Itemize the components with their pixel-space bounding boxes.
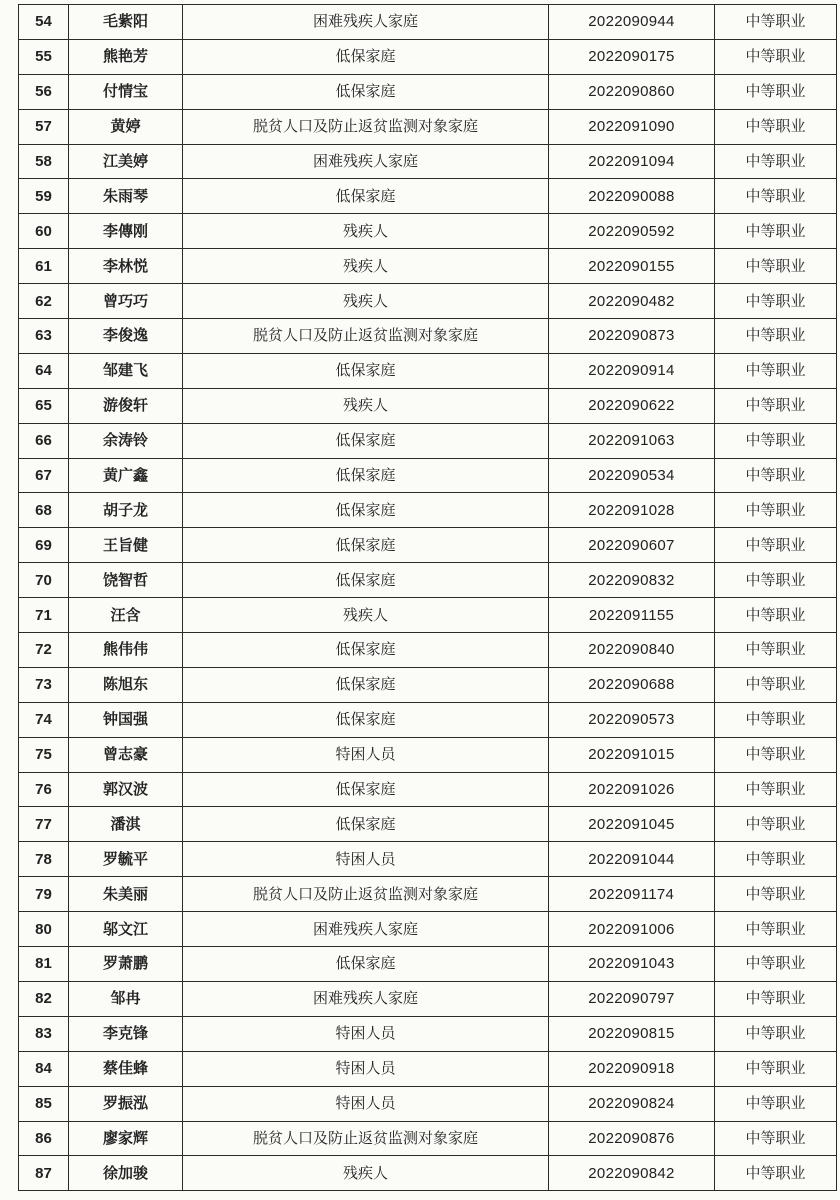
- family-category-cell: 脱贫人口及防止返贫监测对象家庭: [183, 1121, 549, 1156]
- student-name-cell: 胡子龙: [69, 493, 183, 528]
- student-name-cell: 李克锋: [69, 1016, 183, 1051]
- education-level-cell: 中等职业: [715, 493, 837, 528]
- student-id-cell: 2022091155: [549, 598, 715, 633]
- education-level-cell: 中等职业: [715, 423, 837, 458]
- student-name-cell: 邹冉: [69, 981, 183, 1016]
- family-category-cell: 特困人员: [183, 1051, 549, 1086]
- table-row: [19, 1156, 837, 1191]
- student-id-cell: 2022091028: [549, 493, 715, 528]
- student-name-cell: 曾志豪: [69, 737, 183, 772]
- table-row: [19, 179, 837, 214]
- student-id-cell: 2022090873: [549, 319, 715, 354]
- row-number-cell: 68: [19, 493, 69, 528]
- education-level-cell: 中等职业: [715, 563, 837, 598]
- education-level-cell: 中等职业: [715, 912, 837, 947]
- student-id-cell: 2022091044: [549, 842, 715, 877]
- student-name-cell: 邬文江: [69, 912, 183, 947]
- student-id-cell: 2022090840: [549, 633, 715, 668]
- table-row: [19, 144, 837, 179]
- table-row: [19, 667, 837, 702]
- education-level-cell: 中等职业: [715, 598, 837, 633]
- student-id-cell: 2022091043: [549, 947, 715, 982]
- family-category-cell: 特困人员: [183, 737, 549, 772]
- education-level-cell: 中等职业: [715, 179, 837, 214]
- education-level-cell: 中等职业: [715, 947, 837, 982]
- student-id-cell: 2022090175: [549, 39, 715, 74]
- student-name-cell: 朱美丽: [69, 877, 183, 912]
- table-row: [19, 633, 837, 668]
- education-level-cell: 中等职业: [715, 249, 837, 284]
- student-id-cell: 2022090914: [549, 353, 715, 388]
- table-row: [19, 563, 837, 598]
- family-category-cell: 困难残疾人家庭: [183, 912, 549, 947]
- family-category-cell: 残疾人: [183, 214, 549, 249]
- student-name-cell: 朱雨琴: [69, 179, 183, 214]
- family-category-cell: 低保家庭: [183, 807, 549, 842]
- row-number-cell: 87: [19, 1156, 69, 1191]
- education-level-cell: 中等职业: [715, 1121, 837, 1156]
- table-row: [19, 947, 837, 982]
- student-id-cell: 2022091026: [549, 772, 715, 807]
- education-level-cell: 中等职业: [715, 214, 837, 249]
- family-category-cell: 低保家庭: [183, 493, 549, 528]
- student-id-cell: 2022090482: [549, 284, 715, 319]
- student-name-cell: 余涛铃: [69, 423, 183, 458]
- student-id-cell: 2022090592: [549, 214, 715, 249]
- table-row: [19, 458, 837, 493]
- student-name-cell: 潘淇: [69, 807, 183, 842]
- table-row: [19, 912, 837, 947]
- row-number-cell: 76: [19, 772, 69, 807]
- row-number-cell: 64: [19, 353, 69, 388]
- education-level-cell: 中等职业: [715, 1016, 837, 1051]
- student-name-cell: 熊艳芳: [69, 39, 183, 74]
- education-level-cell: 中等职业: [715, 1156, 837, 1191]
- student-name-cell: 毛紫阳: [69, 5, 183, 40]
- family-category-cell: 低保家庭: [183, 179, 549, 214]
- family-category-cell: 困难残疾人家庭: [183, 144, 549, 179]
- education-level-cell: 中等职业: [715, 1086, 837, 1121]
- row-number-cell: 74: [19, 702, 69, 737]
- table-row: [19, 284, 837, 319]
- education-level-cell: 中等职业: [715, 5, 837, 40]
- student-name-cell: 钟国强: [69, 702, 183, 737]
- family-category-cell: 低保家庭: [183, 563, 549, 598]
- education-level-cell: 中等职业: [715, 39, 837, 74]
- student-name-cell: 付情宝: [69, 74, 183, 109]
- education-level-cell: 中等职业: [715, 1051, 837, 1086]
- table-row: [19, 214, 837, 249]
- student-id-cell: 2022091094: [549, 144, 715, 179]
- education-level-cell: 中等职业: [715, 109, 837, 144]
- student-name-cell: 廖家辉: [69, 1121, 183, 1156]
- table-row: [19, 1086, 837, 1121]
- table-row: [19, 598, 837, 633]
- row-number-cell: 69: [19, 528, 69, 563]
- student-id-cell: 2022090876: [549, 1121, 715, 1156]
- student-id-cell: 2022091174: [549, 877, 715, 912]
- family-category-cell: 低保家庭: [183, 667, 549, 702]
- student-id-cell: 2022090088: [549, 179, 715, 214]
- family-category-cell: 困难残疾人家庭: [183, 981, 549, 1016]
- row-number-cell: 70: [19, 563, 69, 598]
- family-category-cell: 残疾人: [183, 249, 549, 284]
- family-category-cell: 残疾人: [183, 388, 549, 423]
- row-number-cell: 58: [19, 144, 69, 179]
- student-name-cell: 李林悦: [69, 249, 183, 284]
- student-name-cell: 黄广鑫: [69, 458, 183, 493]
- student-name-cell: 熊伟伟: [69, 633, 183, 668]
- row-number-cell: 71: [19, 598, 69, 633]
- table-row: [19, 353, 837, 388]
- education-level-cell: 中等职业: [715, 667, 837, 702]
- row-number-cell: 65: [19, 388, 69, 423]
- education-level-cell: 中等职业: [715, 458, 837, 493]
- family-category-cell: 特困人员: [183, 842, 549, 877]
- table-row: [19, 772, 837, 807]
- family-category-cell: 特困人员: [183, 1086, 549, 1121]
- table-row: [19, 702, 837, 737]
- row-number-cell: 77: [19, 807, 69, 842]
- table-row: [19, 737, 837, 772]
- table-row: [19, 1121, 837, 1156]
- student-name-cell: 李俊逸: [69, 319, 183, 354]
- family-category-cell: 低保家庭: [183, 353, 549, 388]
- student-name-cell: 汪含: [69, 598, 183, 633]
- student-name-cell: 罗毓平: [69, 842, 183, 877]
- row-number-cell: 63: [19, 319, 69, 354]
- family-category-cell: 低保家庭: [183, 39, 549, 74]
- student-id-cell: 2022090815: [549, 1016, 715, 1051]
- student-id-cell: 2022090944: [549, 5, 715, 40]
- student-name-cell: 蔡佳蜂: [69, 1051, 183, 1086]
- student-name-cell: 陈旭东: [69, 667, 183, 702]
- student-name-cell: 曾巧巧: [69, 284, 183, 319]
- table-row: [19, 807, 837, 842]
- row-number-cell: 72: [19, 633, 69, 668]
- education-level-cell: 中等职业: [715, 981, 837, 1016]
- student-id-cell: 2022090155: [549, 249, 715, 284]
- row-number-cell: 85: [19, 1086, 69, 1121]
- education-level-cell: 中等职业: [715, 74, 837, 109]
- family-category-cell: 低保家庭: [183, 528, 549, 563]
- family-category-cell: 脱贫人口及防止返贫监测对象家庭: [183, 319, 549, 354]
- education-level-cell: 中等职业: [715, 737, 837, 772]
- student-id-cell: 2022091045: [549, 807, 715, 842]
- student-name-cell: 李傳刚: [69, 214, 183, 249]
- student-name-cell: 饶智哲: [69, 563, 183, 598]
- row-number-cell: 54: [19, 5, 69, 40]
- student-id-cell: 2022090918: [549, 1051, 715, 1086]
- row-number-cell: 79: [19, 877, 69, 912]
- education-level-cell: 中等职业: [715, 842, 837, 877]
- student-id-cell: 2022090842: [549, 1156, 715, 1191]
- family-category-cell: 特困人员: [183, 1016, 549, 1051]
- family-category-cell: 低保家庭: [183, 74, 549, 109]
- family-category-cell: 低保家庭: [183, 947, 549, 982]
- student-name-cell: 罗振泓: [69, 1086, 183, 1121]
- education-level-cell: 中等职业: [715, 877, 837, 912]
- family-category-cell: 残疾人: [183, 598, 549, 633]
- row-number-cell: 81: [19, 947, 69, 982]
- education-level-cell: 中等职业: [715, 284, 837, 319]
- table-row: [19, 493, 837, 528]
- student-name-cell: 罗萧鹏: [69, 947, 183, 982]
- student-id-cell: 2022090832: [549, 563, 715, 598]
- student-id-cell: 2022091015: [549, 737, 715, 772]
- family-category-cell: 低保家庭: [183, 633, 549, 668]
- table-row: [19, 877, 837, 912]
- row-number-cell: 75: [19, 737, 69, 772]
- table-row: [19, 109, 837, 144]
- student-id-cell: 2022091063: [549, 423, 715, 458]
- student-name-cell: 郭汉波: [69, 772, 183, 807]
- row-number-cell: 55: [19, 39, 69, 74]
- table-row: [19, 388, 837, 423]
- education-level-cell: 中等职业: [715, 807, 837, 842]
- roster-table-body: [19, 5, 837, 1191]
- table-row: [19, 842, 837, 877]
- row-number-cell: 83: [19, 1016, 69, 1051]
- table-row: [19, 423, 837, 458]
- student-id-cell: 2022090607: [549, 528, 715, 563]
- student-id-cell: 2022090797: [549, 981, 715, 1016]
- student-id-cell: 2022091006: [549, 912, 715, 947]
- student-id-cell: 2022090534: [549, 458, 715, 493]
- row-number-cell: 80: [19, 912, 69, 947]
- table-row: [19, 319, 837, 354]
- education-level-cell: 中等职业: [715, 319, 837, 354]
- row-number-cell: 57: [19, 109, 69, 144]
- education-level-cell: 中等职业: [715, 528, 837, 563]
- student-id-cell: 2022090573: [549, 702, 715, 737]
- table-row: [19, 249, 837, 284]
- row-number-cell: 61: [19, 249, 69, 284]
- row-number-cell: 60: [19, 214, 69, 249]
- family-category-cell: 困难残疾人家庭: [183, 5, 549, 40]
- student-aid-roster-table: [18, 4, 837, 1191]
- row-number-cell: 59: [19, 179, 69, 214]
- family-category-cell: 残疾人: [183, 1156, 549, 1191]
- family-category-cell: 低保家庭: [183, 702, 549, 737]
- education-level-cell: 中等职业: [715, 702, 837, 737]
- student-id-cell: 2022090622: [549, 388, 715, 423]
- table-row: [19, 74, 837, 109]
- education-level-cell: 中等职业: [715, 353, 837, 388]
- table-row: [19, 39, 837, 74]
- table-row: [19, 528, 837, 563]
- row-number-cell: 78: [19, 842, 69, 877]
- student-name-cell: 王旨健: [69, 528, 183, 563]
- education-level-cell: 中等职业: [715, 772, 837, 807]
- table-row: [19, 5, 837, 40]
- student-name-cell: 游俊轩: [69, 388, 183, 423]
- education-level-cell: 中等职业: [715, 388, 837, 423]
- education-level-cell: 中等职业: [715, 633, 837, 668]
- row-number-cell: 73: [19, 667, 69, 702]
- student-id-cell: 2022091090: [549, 109, 715, 144]
- row-number-cell: 62: [19, 284, 69, 319]
- family-category-cell: 低保家庭: [183, 458, 549, 493]
- family-category-cell: 低保家庭: [183, 772, 549, 807]
- row-number-cell: 86: [19, 1121, 69, 1156]
- family-category-cell: 残疾人: [183, 284, 549, 319]
- student-id-cell: 2022090824: [549, 1086, 715, 1121]
- student-name-cell: 邹建飞: [69, 353, 183, 388]
- family-category-cell: 脱贫人口及防止返贫监测对象家庭: [183, 109, 549, 144]
- family-category-cell: 低保家庭: [183, 423, 549, 458]
- row-number-cell: 67: [19, 458, 69, 493]
- student-name-cell: 江美婷: [69, 144, 183, 179]
- table-row: [19, 1051, 837, 1086]
- student-name-cell: 徐加骏: [69, 1156, 183, 1191]
- row-number-cell: 66: [19, 423, 69, 458]
- table-row: [19, 1016, 837, 1051]
- row-number-cell: 84: [19, 1051, 69, 1086]
- table-row: [19, 981, 837, 1016]
- family-category-cell: 脱贫人口及防止返贫监测对象家庭: [183, 877, 549, 912]
- student-id-cell: 2022090688: [549, 667, 715, 702]
- row-number-cell: 56: [19, 74, 69, 109]
- row-number-cell: 82: [19, 981, 69, 1016]
- student-name-cell: 黄婷: [69, 109, 183, 144]
- student-id-cell: 2022090860: [549, 74, 715, 109]
- education-level-cell: 中等职业: [715, 144, 837, 179]
